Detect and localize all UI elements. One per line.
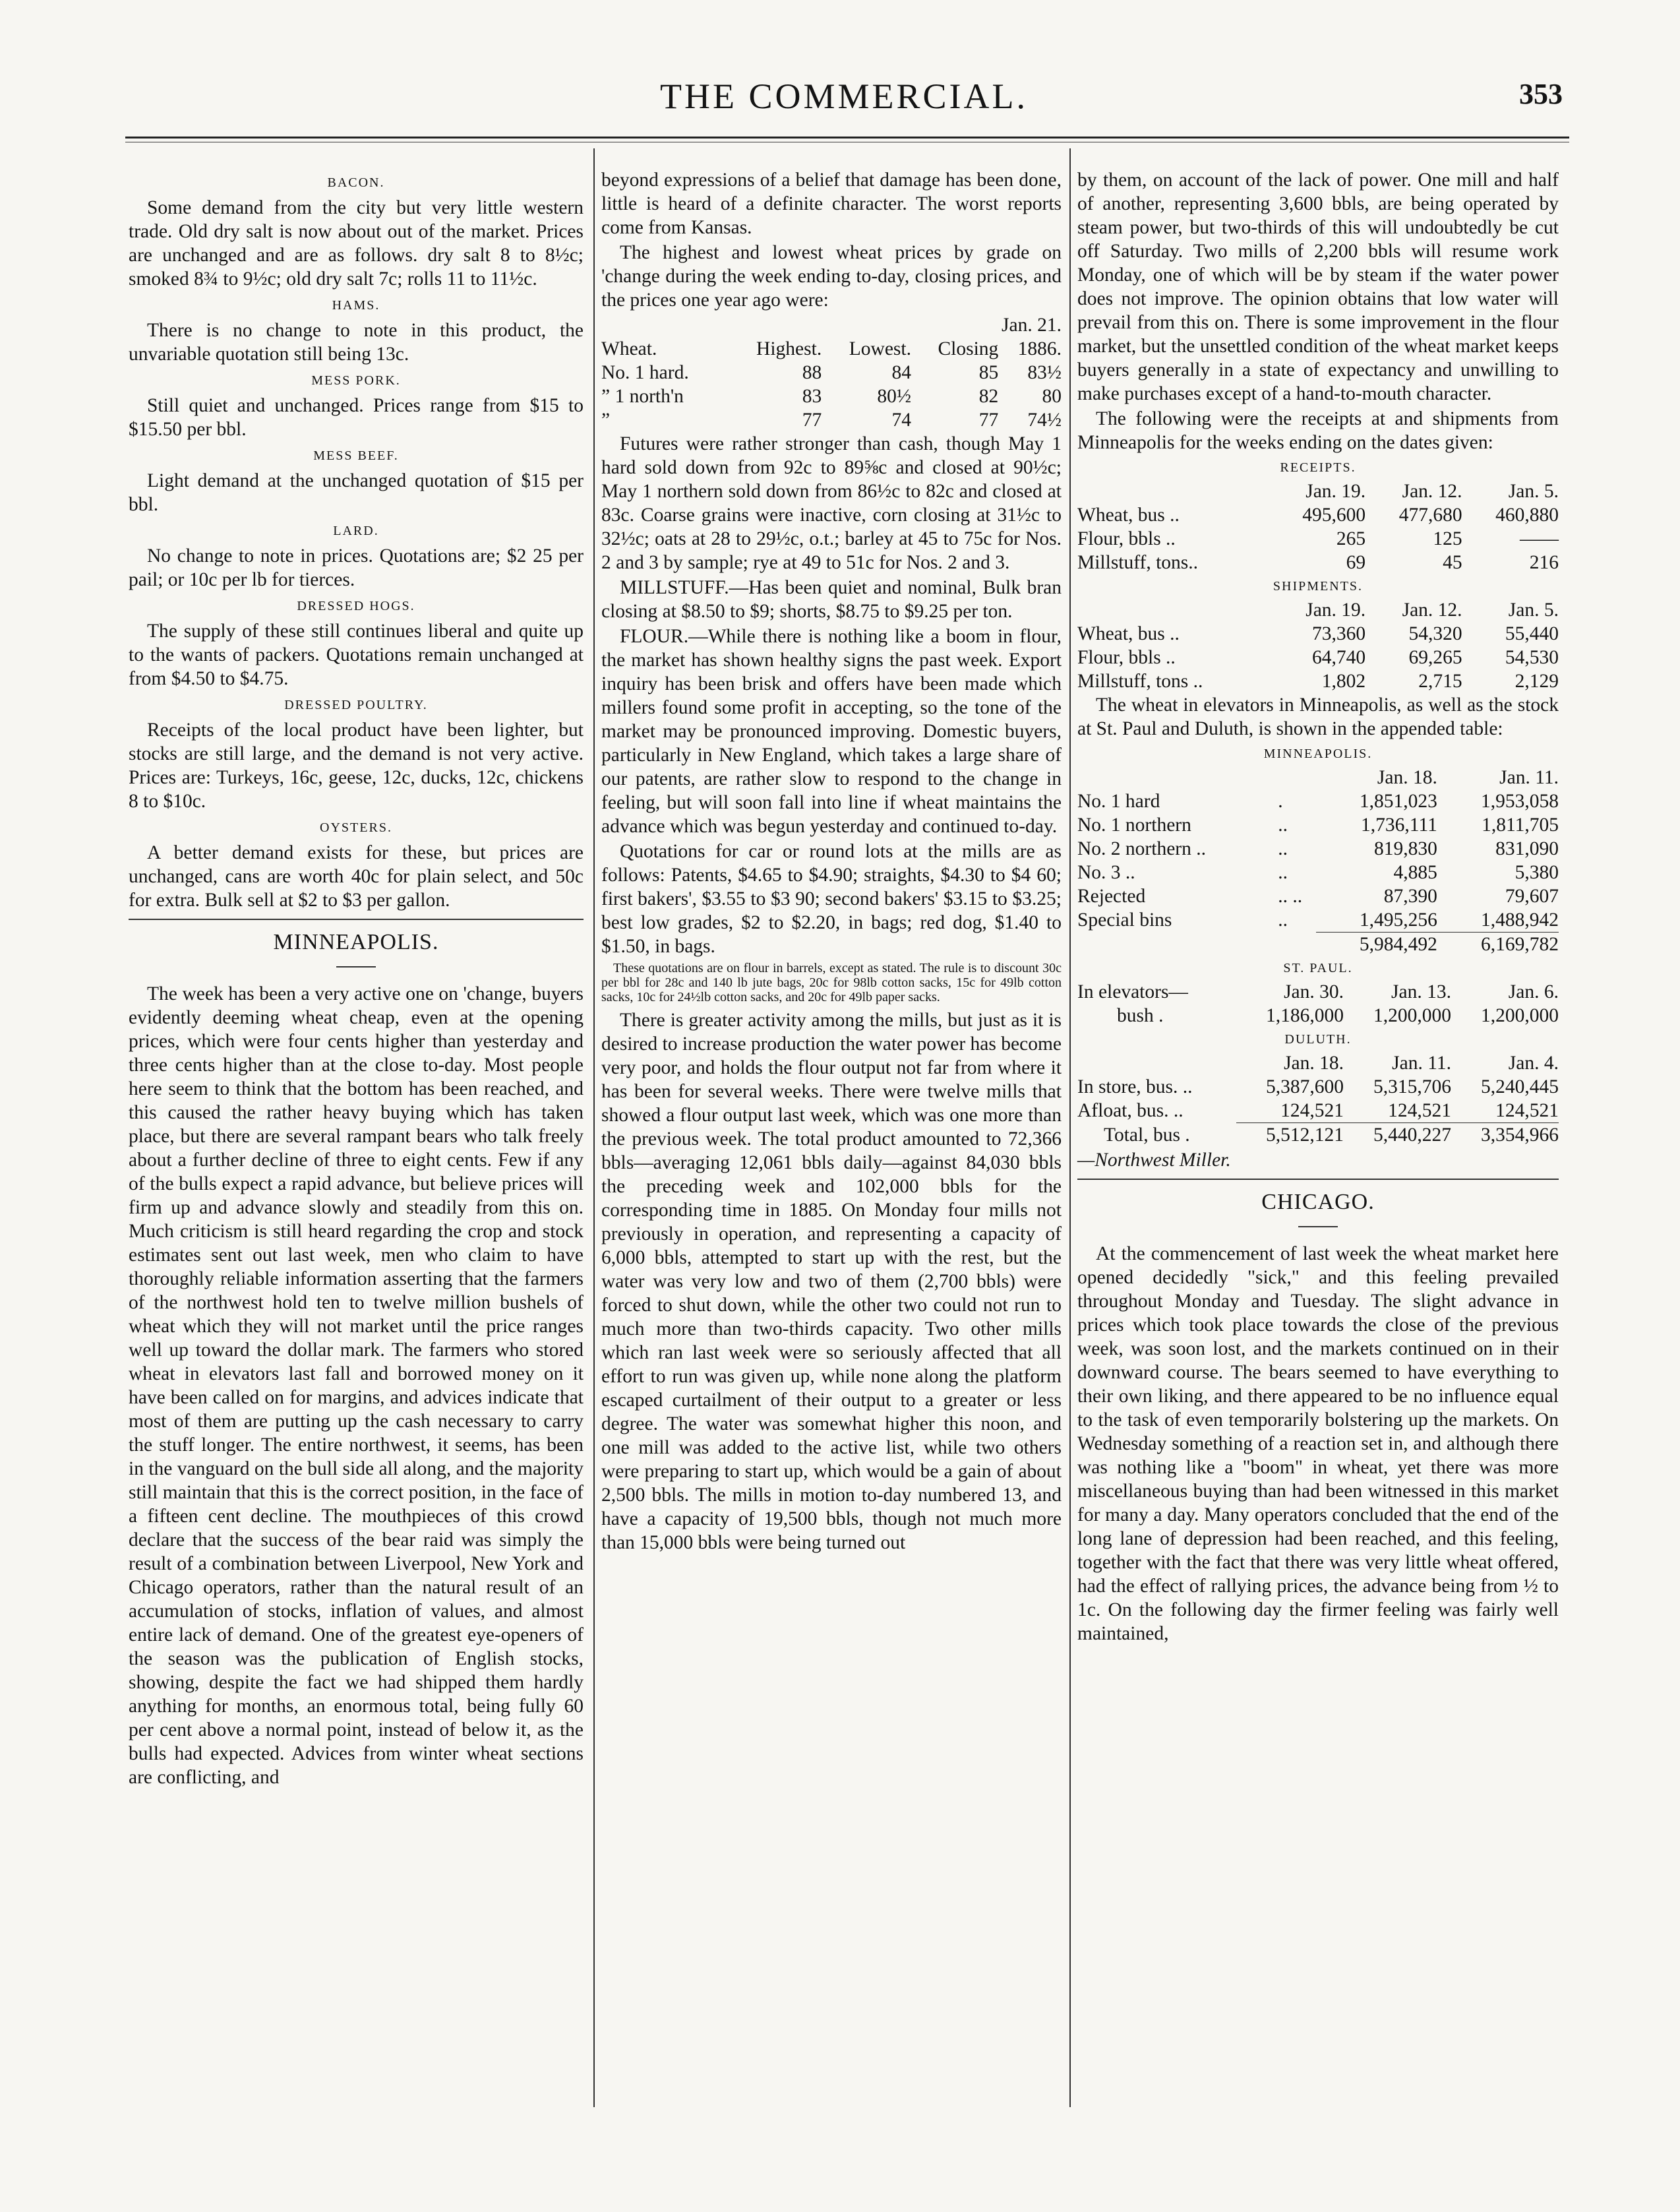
table-cell: —— bbox=[1520, 528, 1559, 549]
paragraph-mess-beef: Light demand at the unchanged quotation of $15 per bbl. bbox=[129, 470, 584, 515]
table-cell: Flour, bbls .. bbox=[1077, 647, 1176, 668]
table-cell: Flour, bbls .. bbox=[1077, 528, 1176, 549]
table-header-cell: Jan. 13. bbox=[1391, 981, 1451, 1002]
paragraph-continued: beyond expressions of a belief that damage has been done, little is heard of a definite character. The worst reports come from Kansas. bbox=[601, 169, 1062, 238]
paragraph-continued: by them, on account of the lack of power. One mill and half of another, representing 3,600 bbls, are being operated by steam power, but two-thirds of this will undoubtedly be cut off Saturday. Two mills of 2,200 bbls will resume work Monday, one of which will be by steam if the water power does not improve. The opinion obtains that low water will prevail from this on. There is some improvement in the flour market, but the unsettled condition of the wheat market keeps buyers generally in a state of expectancy and unwilling to make purchases except of a hand-to-mouth character. bbox=[1077, 169, 1559, 404]
table-cell: 54,530 bbox=[1505, 647, 1559, 668]
table-cell: ” 1 north'n bbox=[601, 386, 684, 407]
section-title-chicago: CHICAGO. bbox=[1261, 1190, 1375, 1214]
paragraph-mills: There is greater activity among the mills, but just as it is desired to increase production the water power has become very poor, and holds the flour output not far from where it has been for several weeks. There were twelve mills that showed a flour output last week, which was one more than the previous week. The total product amounted to 72,366 bbls—averaging 12,061 bbls daily—against 84,030 bbls the preceding week and 102,000 bbls for the corresponding time in 1885. On Monday four mills not previously in operation, and representing a capacity of 6,000 bbls, attempted to start up with the rest, but the water was very low and two of them (2,700 bbls) were forced to shut down, while the other two could not run to much more than two-thirds capacity. Two other mills which ran last week were so seriously affected that all effort to run was given up, while none along the platform escaped curtailment of their output to a greater or less degree. The water was somewhat higher this noon, and one mill was added to the active list, while two others were preparing to start up, which would be a gain of about 2,500 bbls. The mills in motion to-day numbered 13, and have a capacity of 19,500 bbls, though not much more than 15,000 bbls were being turned out bbox=[601, 1010, 1062, 1553]
table-header-cell: Jan. 30. bbox=[1284, 981, 1344, 1002]
table-cell: No. 3 .. bbox=[1077, 862, 1135, 883]
table-cell: 64,740 bbox=[1312, 647, 1366, 668]
table-cell: 83 bbox=[802, 386, 822, 407]
table-title: SHIPMENTS. bbox=[1273, 579, 1364, 594]
section-heading-mess-beef: MESS BEEF. bbox=[313, 448, 399, 463]
section-heading-dressed-hogs: DRESSED HOGS. bbox=[297, 599, 415, 613]
column-divider bbox=[1069, 148, 1071, 2107]
table-row bbox=[1077, 1075, 1559, 1099]
column-2 bbox=[601, 168, 1062, 1556]
table-cell: No. 1 hard bbox=[1077, 791, 1160, 812]
receipts-table bbox=[1077, 456, 1559, 693]
table-cell: No. 2 northern .. bbox=[1077, 838, 1206, 859]
table-cell: 3,354,966 bbox=[1451, 1123, 1559, 1148]
paragraph-elevators-intro: The wheat in elevators in Minneapolis, as well as the stock at St. Paul and Duluth, is shown in the appended table: bbox=[1077, 694, 1559, 739]
table-cell: .. bbox=[1278, 909, 1288, 931]
table-row bbox=[1077, 789, 1559, 813]
table-cell: 5,240,445 bbox=[1481, 1076, 1559, 1097]
table-header-cell: Jan. 19. bbox=[1305, 481, 1366, 502]
table-cell: 1,736,111 bbox=[1361, 814, 1437, 836]
table-cell: 1,953,058 bbox=[1481, 791, 1559, 812]
page-header bbox=[119, 76, 1569, 148]
table-cell: 85 bbox=[978, 362, 999, 383]
table-cell: 124,521 bbox=[1280, 1100, 1344, 1121]
table-row bbox=[1077, 622, 1559, 646]
table-cell: Millstuff, tons .. bbox=[1077, 671, 1203, 692]
table-header-cell: Jan. 5. bbox=[1508, 481, 1559, 502]
table-cell: 1,488,942 bbox=[1481, 909, 1559, 931]
table-cell: 82 bbox=[978, 386, 999, 407]
table-cell: 1,811,705 bbox=[1482, 814, 1559, 836]
paragraph-chicago: At the commencement of last week the wheat market here opened decidedly "sick," and this feeling prevailed throughout Monday and Tuesday. The slight advance in prices which took place towards the close of the previous week, was soon lost, and the markets continued on in their downward course. The bears seemed to have everything to their own liking, and there appeared to be no influence equal to the task of even temporarily bolstering up the markets. On Wednesday something of a reaction set in, and although there was nothing like a "boom" in wheat, yet there was more miscellaneous buying than had been witnessed in this market for many a day. Many operators concluded that the end of the long lane of depression had been reached, and this feeling, together with the fact that there was very little wheat offered, had the effect of rallying prices, the advance being from ½ to 1c. On the following day the firmer feeling was fairly well maintained, bbox=[1077, 1243, 1559, 1644]
section-heading-lard: LARD. bbox=[333, 524, 379, 538]
table-cell: 1,802 bbox=[1321, 671, 1366, 692]
table-cell: Millstuff, tons.. bbox=[1077, 552, 1199, 573]
table-cell: .. .. bbox=[1278, 886, 1303, 907]
table-row bbox=[1077, 669, 1559, 693]
table-cell: Total, bus . bbox=[1104, 1124, 1190, 1146]
table-cell: . bbox=[1278, 791, 1283, 812]
table-header-row bbox=[1077, 598, 1559, 622]
table-row bbox=[1077, 813, 1559, 837]
table-cell: .. bbox=[1278, 814, 1288, 836]
table-header-row bbox=[1077, 980, 1559, 1004]
table-header-cell: Jan. 19. bbox=[1305, 599, 1366, 621]
table-cell: .. bbox=[1278, 838, 1288, 859]
table-cell: No. 1 northern bbox=[1077, 814, 1191, 836]
table-cell: In store, bus. .. bbox=[1077, 1076, 1193, 1097]
table-cell: 79,607 bbox=[1505, 886, 1559, 907]
table-cell: 80½ bbox=[877, 386, 911, 407]
st-paul-duluth-table bbox=[1077, 956, 1559, 1147]
flour-quotation-note: These quotations are on flour in barrels, except as stated. The rule is to discount 30c per bbl for 28c and 140 lb jute bags, 20c for 98lb cotton sacks, 15c for 49lb cotton sacks, 10c for 24½lb cotton sacks, and 20c for 49lb paper sacks. bbox=[601, 961, 1062, 1004]
table-cell: 2,129 bbox=[1515, 671, 1559, 692]
table-header-cell: Lowest. bbox=[849, 338, 911, 359]
table-row bbox=[1077, 908, 1559, 933]
table-cell: 45 bbox=[1443, 552, 1462, 573]
table-title: MINNEAPOLIS. bbox=[1263, 747, 1373, 761]
table-cell: 5,440,227 bbox=[1344, 1123, 1451, 1148]
table-row bbox=[1077, 551, 1559, 574]
table-cell: 2,715 bbox=[1418, 671, 1462, 692]
table-cell: 77 bbox=[802, 410, 822, 431]
title-dash bbox=[1298, 1226, 1338, 1227]
table-cell: 1,186,000 bbox=[1266, 1005, 1344, 1026]
table-header-cell: Closing bbox=[938, 338, 999, 359]
section-heading-dressed-poultry: DRESSED POULTRY. bbox=[284, 698, 428, 712]
section-heading-bacon: BACON. bbox=[327, 175, 385, 190]
paragraph-flour: FLOUR.—While there is nothing like a boom in flour, the market has shown healthy signs the past week. Export inquiry has been brisk and offers have been made which millers found some profit in accepting, so the tone of the market may be pronounced improving. Domestic buyers, particularly in New England, which takes a large share of our patents, are rather slow to respond to the change in feeling, but will soon fall into line if wheat maintains the advance which was begun yesterday and continued to-day. bbox=[601, 626, 1062, 837]
section-heading-oysters: OYSTERS. bbox=[320, 820, 392, 835]
table-cell: 5,387,600 bbox=[1266, 1076, 1344, 1097]
table-cell: 87,390 bbox=[1383, 886, 1437, 907]
table-header-cell: Jan. 11. bbox=[1499, 767, 1559, 788]
header-rule bbox=[125, 137, 1569, 138]
table-header-cell: Jan. 18. bbox=[1284, 1053, 1344, 1074]
table-header-cell: Jan. 18. bbox=[1377, 767, 1437, 788]
table-cell: 5,512,121 bbox=[1236, 1123, 1344, 1148]
table-header-row bbox=[1077, 479, 1559, 503]
table-cell: 495,600 bbox=[1302, 505, 1366, 526]
table-row bbox=[1077, 861, 1559, 884]
table-row bbox=[601, 408, 1062, 432]
paragraph-receipts-intro: The following were the receipts at and shipments from Minneapolis for the weeks ending on the dates given: bbox=[1077, 408, 1559, 453]
table-header-cell: Jan. 12. bbox=[1402, 481, 1462, 502]
paragraph-hams: There is no change to note in this product, the unvariable quotation still being 13c. bbox=[129, 320, 584, 365]
table-row bbox=[1077, 1004, 1559, 1028]
table-header-cell: 1886. bbox=[1017, 338, 1062, 359]
table-cell: 125 bbox=[1433, 528, 1462, 549]
table-cell: 88 bbox=[802, 362, 822, 383]
paragraph-lard: No change to note in prices. Quotations are; $2 25 per pail; or 10c per lb for tierces. bbox=[129, 545, 584, 590]
table-cell: In elevators— bbox=[1077, 981, 1188, 1002]
paragraph-mess-pork: Still quiet and unchanged. Prices range from $15 to $15.50 per bbl. bbox=[129, 395, 584, 440]
paragraph-dressed-poultry: Receipts of the local product have been lighter, but stocks are still large, and the demand is not very active. Prices are: Turkeys, 16c, geese, 12c, ducks, 12c, chickens 8 to $10c. bbox=[129, 720, 584, 812]
paragraph-minneapolis: The week has been a very active one on 'change, buyers evidently deeming wheat cheap, even at the opening prices, which were four cents higher than yesterday and three cents higher than at the close to-day. Most people here seem to think that the bottom has been reached, and this caused the rather heavy buying which has taken place, but there are several rampant bears who talk freely about a further decline of three to eight cents. Few if any of the bulls expect a rapid advance, but believe prices will firm up and advance slowly and steadily from this on. Much criticism is still heard regarding the crop and stock estimates sent out last week, men who claim to have thoroughly reliable information asserting that the farmers of the northwest hold ten to twelve million bushels of wheat which they will not market until the price ranges well up toward the dollar mark. The farmers who stored wheat in elevators last fall and borrowed money on it have been called on for margins, and advices indicate that most of them are putting up the cash necessary to carry the stuff longer. The entire northwest, it seems, has been in the vanguard on the bull side all along, and the majority still maintain that this is the correct position, in the face of a fifteen cent decline. The mouthpieces of this crowd declare that the success of the bear raid was simply the result of a combination between Liverpool, New York and Chicago operators, rather than the natural result of an accumulation of stocks, inflation of values, and almost entire lack of demand. One of the greatest eye-openers of the season was the publication of English stocks, showing, despite the fact we had shipped them hardly anything for months, an enormous total, being fully 60 per cent above a normal point, instead of below it, as the bulls had expected. Advices from winter wheat sections are conflicting, and bbox=[129, 983, 584, 1788]
table-cell: 265 bbox=[1336, 528, 1366, 549]
table-title: DULUTH. bbox=[1284, 1032, 1352, 1047]
column-divider bbox=[593, 148, 595, 2107]
table-cell: 74½ bbox=[1027, 410, 1062, 431]
table-row bbox=[1077, 503, 1559, 527]
table-cell: 819,830 bbox=[1373, 838, 1437, 859]
table-cell: bush . bbox=[1117, 1005, 1164, 1026]
table-row bbox=[1077, 837, 1559, 861]
table-cell: 124,521 bbox=[1388, 1100, 1451, 1121]
paragraph-futures: Futures were rather stronger than cash, though May 1 hard sold down from 92c to 89⅝c and closed at 90½c; May 1 northern sold down from 86½c to 82c and closed at 83c. Coarse grains were inactive, corn closing at 31½c to 32½c; oats at 28 to 29½c, o.t.; barley at 45 to 75c for Nos. 2 and 3 by sample; rye at 49 to 51c for Nos. 2 and 3. bbox=[601, 433, 1062, 573]
page-number: 353 bbox=[1519, 78, 1563, 110]
title-dash bbox=[336, 966, 376, 968]
table-cell: 54,320 bbox=[1408, 623, 1462, 644]
table-cell: 831,090 bbox=[1495, 838, 1559, 859]
table-cell: 6,169,782 bbox=[1437, 933, 1559, 957]
table-cell: 1,200,000 bbox=[1481, 1005, 1559, 1026]
table-cell: 460,880 bbox=[1495, 505, 1559, 526]
table-cell: Wheat, bus .. bbox=[1077, 623, 1180, 644]
table-cell: 69,265 bbox=[1408, 647, 1462, 668]
section-rule bbox=[1077, 1179, 1559, 1180]
table-cell: 77 bbox=[978, 410, 999, 431]
table-cell: 5,315,706 bbox=[1373, 1076, 1451, 1097]
table-cell: 124,521 bbox=[1495, 1100, 1559, 1121]
table-cell: Rejected bbox=[1077, 886, 1146, 907]
table-cell: 216 bbox=[1529, 552, 1559, 573]
table-cell: 73,360 bbox=[1312, 623, 1366, 644]
section-title-minneapolis: MINNEAPOLIS. bbox=[273, 930, 439, 954]
paragraph-wheat-prices-intro: The highest and lowest wheat prices by grade on 'change during the week ending to-day, closing prices, and the prices one year ago were: bbox=[601, 242, 1062, 311]
table-cell: .. bbox=[1278, 862, 1288, 883]
table-cell: 1,851,023 bbox=[1359, 791, 1437, 812]
section-heading-mess-pork: MESS PORK. bbox=[311, 373, 401, 388]
paragraph-bacon: Some demand from the city but very little western trade. Old dry salt is now about out of the market. Prices are unchanged and are as follows. dry salt 8 to 8½c; smoked 8¾ to 9½c; old dry salt 7c; rolls 11 to 11½c. bbox=[129, 197, 584, 290]
paragraph-dressed-hogs: The supply of these still continues liberal and quite up to the wants of packers. Quotations remain unchanged at from $4.50 to $4.75. bbox=[129, 621, 584, 689]
table-cell: 84 bbox=[891, 362, 911, 383]
table-cell: 4,885 bbox=[1393, 862, 1437, 883]
table-header-row bbox=[1077, 1051, 1559, 1075]
column-3 bbox=[1077, 168, 1559, 1647]
table-header-cell: Jan. 12. bbox=[1402, 599, 1462, 621]
table-cell: ” bbox=[601, 410, 611, 431]
table-row bbox=[1077, 527, 1559, 551]
wheat-table-date: Jan. 21. bbox=[1002, 315, 1062, 336]
table-header-row bbox=[601, 337, 1062, 361]
table-header-cell: Highest. bbox=[756, 338, 822, 359]
table-cell: 80 bbox=[1042, 386, 1062, 407]
table-cell: No. 1 hard. bbox=[601, 362, 689, 383]
table-cell: 74 bbox=[891, 410, 911, 431]
table-cell: Wheat, bus .. bbox=[1077, 505, 1180, 526]
paragraph-oysters: A better demand exists for these, but prices are unchanged, cans are worth 40c for plain select, and 50c for extra. Bulk sell at $2 to $3 per gallon. bbox=[129, 842, 584, 911]
table-cell: 1,200,000 bbox=[1373, 1005, 1451, 1026]
table-header-row bbox=[1077, 766, 1559, 789]
table-total-row bbox=[1077, 933, 1559, 957]
table-cell: Special bins bbox=[1077, 909, 1172, 931]
table-cell: 55,440 bbox=[1505, 623, 1559, 644]
table-total-row bbox=[1077, 1123, 1559, 1148]
table-cell: 1,495,256 bbox=[1359, 909, 1437, 931]
wheat-price-table bbox=[601, 337, 1062, 432]
paragraph-millstuff: MILLSTUFF.—Has been quiet and nominal, Bulk bran closing at $8.50 to $9; shorts, $8.75 to $9.25 per ton. bbox=[601, 577, 1062, 622]
table-cell: 5,380 bbox=[1515, 862, 1559, 883]
section-heading-hams: HAMS. bbox=[332, 298, 380, 313]
table-row bbox=[1077, 1099, 1559, 1123]
table-header-cell: Wheat. bbox=[601, 338, 657, 359]
table-cell: 477,680 bbox=[1398, 505, 1462, 526]
table-row bbox=[601, 361, 1062, 384]
column-1 bbox=[129, 168, 584, 1791]
table-title: ST. PAUL. bbox=[1283, 961, 1353, 975]
table-header-cell: Jan. 5. bbox=[1508, 599, 1559, 621]
table-header-cell: Jan. 6. bbox=[1508, 981, 1559, 1002]
table-cell: Afloat, bus. .. bbox=[1077, 1100, 1184, 1122]
table-cell: 5,984,492 bbox=[1316, 933, 1437, 957]
table-row bbox=[1077, 884, 1559, 908]
minneapolis-stock-table bbox=[1077, 742, 1559, 956]
table-header-cell: Jan. 4. bbox=[1508, 1053, 1559, 1074]
table-cell: 83½ bbox=[1027, 362, 1062, 383]
table-row bbox=[1077, 646, 1559, 669]
table-title: RECEIPTS. bbox=[1280, 460, 1356, 475]
table-header-cell: Jan. 11. bbox=[1392, 1053, 1451, 1074]
table-cell: 69 bbox=[1346, 552, 1366, 573]
table-row bbox=[601, 384, 1062, 408]
paragraph-flour-quotations: Quotations for car or round lots at the mills are as follows: Patents, $4.65 to $4.90; straights, $4.30 to $4 60; first bakers', $3.55 to $3 90; second bakers' $3.15 to $3.25; best low grades, $2 to $2.20, in bags; red dog, $1.40 to $1.50, in bags. bbox=[601, 841, 1062, 957]
section-rule bbox=[129, 919, 584, 920]
source-credit: —Northwest Miller. bbox=[1077, 1150, 1231, 1171]
masthead-title: THE COMMERCIAL. bbox=[660, 77, 1028, 116]
